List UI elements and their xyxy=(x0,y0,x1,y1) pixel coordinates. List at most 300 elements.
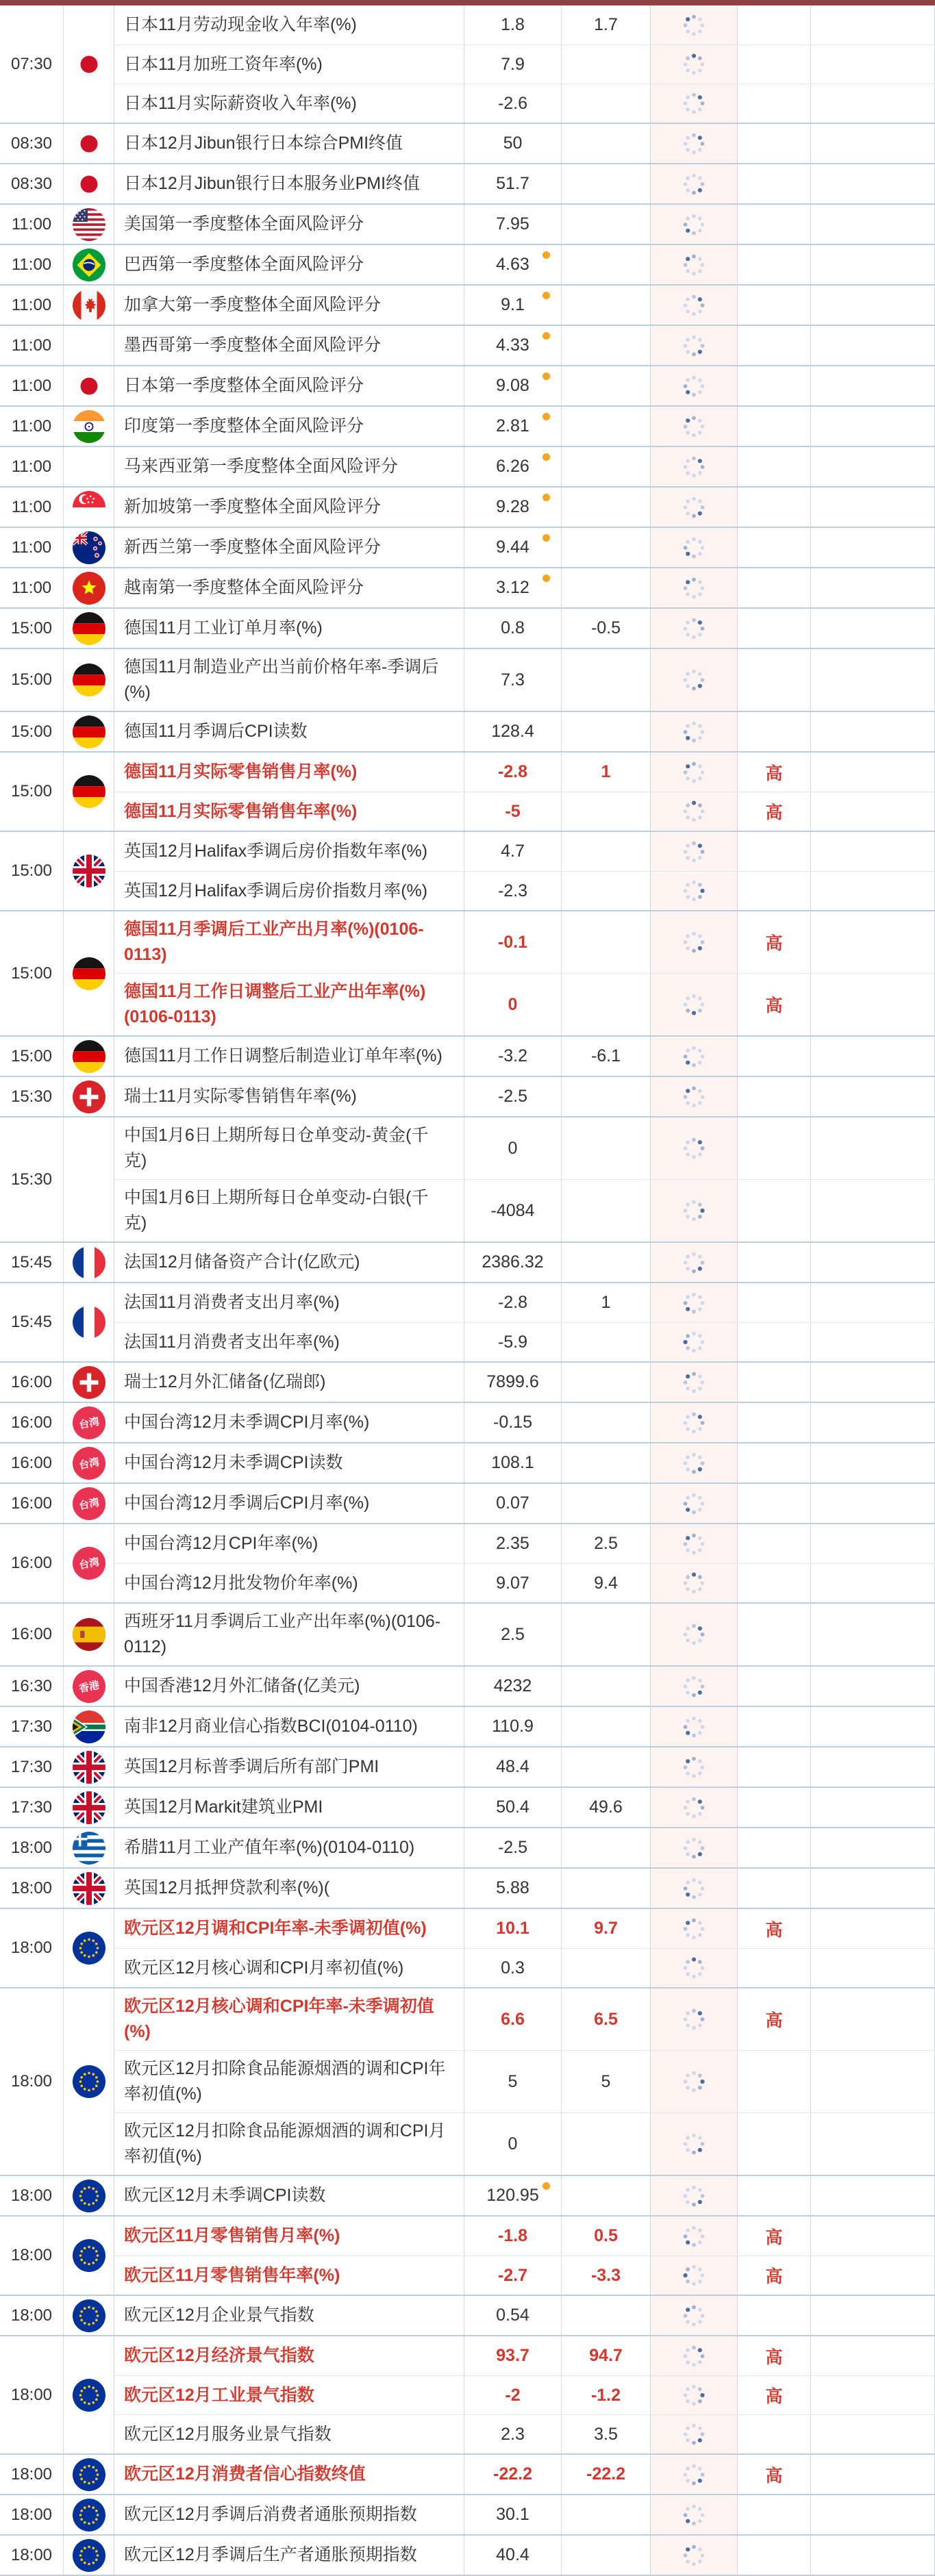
actual-value: 7.95 xyxy=(496,214,529,233)
event-row[interactable] xyxy=(114,407,935,446)
event-group xyxy=(0,1604,935,1667)
event-group xyxy=(0,2176,935,2217)
actual-value: -2.7 xyxy=(497,2265,528,2285)
importance-high-badge: 高 xyxy=(765,763,783,783)
chart-loading-cell xyxy=(651,1988,738,2050)
event-name-cell xyxy=(114,1443,464,1482)
actual-value-cell xyxy=(464,447,562,486)
loading-spinner-icon xyxy=(682,1451,706,1476)
event-group xyxy=(0,326,935,366)
event-row[interactable] xyxy=(114,753,935,792)
chart-loading-cell xyxy=(651,1484,738,1523)
event-row[interactable] xyxy=(114,326,935,365)
empty-cell xyxy=(811,1323,935,1361)
event-name: 英国12月Halifax季调后房价指数月率(%) xyxy=(124,881,428,900)
event-group xyxy=(0,2336,935,2455)
event-name: 英国12月抵押贷款利率(%)( xyxy=(124,1878,330,1897)
flag-canada-icon xyxy=(73,289,105,322)
event-name-cell xyxy=(114,528,464,567)
flag-hongkong-icon xyxy=(73,1670,105,1703)
event-row[interactable] xyxy=(114,792,935,831)
actual-value: 30.1 xyxy=(496,2505,529,2524)
loading-spinner-icon xyxy=(682,1876,706,1901)
actual-value: 0.54 xyxy=(496,2306,529,2325)
event-time: 11:00 xyxy=(0,326,64,365)
event-time: 11:00 xyxy=(0,366,64,405)
event-name: 日本11月实际薪资收入年率(%) xyxy=(124,93,357,113)
event-row[interactable] xyxy=(114,1363,935,1402)
loading-spinner-icon xyxy=(677,2378,712,2413)
event-row[interactable] xyxy=(114,1707,935,1746)
loading-spinner-icon xyxy=(682,720,706,744)
event-row[interactable] xyxy=(114,488,935,527)
event-row[interactable] xyxy=(114,45,935,84)
forecast-value: 9.4 xyxy=(594,1573,618,1593)
event-row[interactable] xyxy=(114,871,935,910)
chart-loading-cell xyxy=(651,326,738,365)
actual-value-cell xyxy=(464,911,562,973)
actual-value: -2.3 xyxy=(497,881,528,900)
actual-value: 0.07 xyxy=(496,1493,529,1513)
event-time: 15:00 xyxy=(0,649,64,711)
empty-cell xyxy=(811,2455,935,2494)
event-row[interactable] xyxy=(114,2112,935,2175)
country-flag-cell xyxy=(64,832,114,910)
event-name-cell xyxy=(114,326,464,365)
forecast-value-cell xyxy=(562,1869,651,1908)
empty-cell xyxy=(811,609,935,648)
event-time: 15:00 xyxy=(0,832,64,910)
event-row[interactable] xyxy=(114,286,935,325)
event-row[interactable] xyxy=(114,1524,935,1563)
actual-value-cell xyxy=(464,2051,562,2112)
empty-cell xyxy=(811,407,935,446)
chart-loading-cell xyxy=(651,1443,738,1482)
event-time: 16:00 xyxy=(0,1524,64,1602)
empty-cell xyxy=(811,2217,935,2256)
chart-loading-cell xyxy=(651,1604,738,1665)
chart-loading-cell xyxy=(651,286,738,325)
event-group xyxy=(0,1869,935,1909)
chart-loading-cell xyxy=(651,911,738,973)
actual-value-cell xyxy=(464,2176,562,2215)
actual-value: 4232 xyxy=(493,1676,532,1695)
actual-value-cell xyxy=(464,366,562,405)
forecast-value-cell xyxy=(562,1283,651,1322)
event-time: 18:00 xyxy=(0,2176,64,2215)
country-flag-cell xyxy=(64,1524,114,1602)
event-row[interactable] xyxy=(114,1828,935,1867)
event-rows xyxy=(114,1117,935,1241)
event-name: 欧元区12月核心调和CPI月率初值(%) xyxy=(124,1958,404,1978)
chart-loading-cell xyxy=(651,1077,738,1116)
forecast-value-cell xyxy=(562,326,651,365)
event-row[interactable] xyxy=(114,1604,935,1665)
event-time: 16:00 xyxy=(0,1604,64,1665)
event-row[interactable] xyxy=(114,1869,935,1908)
chart-loading-cell xyxy=(651,1909,738,1948)
event-name: 德国11月制造业产出当前价格年率-季调后(%) xyxy=(124,657,439,702)
importance-cell xyxy=(738,2051,811,2112)
event-time: 18:00 xyxy=(0,2455,64,2494)
event-rows xyxy=(114,1988,935,2175)
chart-loading-cell xyxy=(651,2051,738,2112)
forecast-value-cell xyxy=(562,1707,651,1746)
actual-value: 0.3 xyxy=(501,1958,525,1978)
forecast-value-cell xyxy=(562,1564,651,1602)
forecast-value-cell xyxy=(562,1909,651,1948)
event-name: 法国12月储备资产合计(亿欧元) xyxy=(124,1252,360,1272)
forecast-value-cell xyxy=(562,609,651,648)
importance-cell xyxy=(738,2256,811,2295)
event-time: 15:45 xyxy=(0,1243,64,1282)
empty-cell xyxy=(811,528,935,567)
chart-loading-cell xyxy=(651,2536,738,2575)
chart-loading-cell xyxy=(651,872,738,910)
country-flag-cell xyxy=(64,2217,114,2295)
country-flag-cell xyxy=(64,1037,114,1076)
event-name-cell xyxy=(114,124,464,163)
event-row[interactable] xyxy=(114,1909,935,1948)
chart-loading-cell xyxy=(651,164,738,203)
country-flag-cell xyxy=(64,2176,114,2215)
event-name-cell xyxy=(114,2217,464,2256)
loading-spinner-icon xyxy=(682,13,706,38)
empty-cell xyxy=(811,1949,935,1987)
event-name: 欧元区12月服务业景气指数 xyxy=(124,2424,332,2444)
forecast-value-cell xyxy=(562,528,651,567)
actual-value-cell xyxy=(464,2256,562,2295)
event-row[interactable] xyxy=(114,2455,935,2494)
event-group xyxy=(0,286,935,326)
actual-value: 50 xyxy=(503,134,523,153)
event-name-cell xyxy=(114,1077,464,1116)
event-name-cell xyxy=(114,2536,464,2575)
event-row[interactable] xyxy=(114,2336,935,2375)
empty-cell xyxy=(811,1604,935,1665)
loading-spinner-icon xyxy=(677,1951,712,1986)
flag-us-icon xyxy=(73,208,105,241)
flag-vietnam-icon xyxy=(73,572,105,605)
event-row[interactable] xyxy=(114,2495,935,2534)
loading-spinner-icon xyxy=(682,1250,706,1275)
event-group xyxy=(0,712,935,753)
event-time: 17:30 xyxy=(0,1747,64,1786)
actual-value: -5 xyxy=(505,801,521,821)
actual-value-cell xyxy=(464,1988,562,2050)
event-row[interactable] xyxy=(114,366,935,405)
forecast-value: 1 xyxy=(601,762,611,781)
event-row[interactable] xyxy=(114,1788,935,1827)
forecast-value: 3.5 xyxy=(594,2424,618,2444)
event-row[interactable] xyxy=(114,568,935,607)
event-group xyxy=(0,447,935,488)
country-flag-cell xyxy=(64,286,114,325)
actual-value: -2.6 xyxy=(497,93,528,113)
event-row[interactable] xyxy=(114,1179,935,1241)
event-row[interactable] xyxy=(114,832,935,871)
chart-loading-cell xyxy=(651,974,738,1035)
event-group xyxy=(0,609,935,649)
forecast-value: -0.5 xyxy=(590,618,621,637)
event-rows xyxy=(114,1667,935,1706)
event-row[interactable] xyxy=(114,5,935,45)
importance-high-badge: 高 xyxy=(765,996,783,1015)
importance-cell xyxy=(738,164,811,203)
empty-cell xyxy=(811,1747,935,1786)
loading-spinner-icon xyxy=(682,212,706,237)
event-row[interactable] xyxy=(114,973,935,1035)
actual-value: 1.8 xyxy=(501,15,525,34)
forecast-value-cell xyxy=(562,2415,651,2453)
event-row[interactable] xyxy=(114,2256,935,2295)
event-name: 美国第一季度整体全面风险评分 xyxy=(124,214,364,233)
event-name-cell xyxy=(114,1363,464,1402)
importance-cell xyxy=(738,753,811,792)
event-row[interactable] xyxy=(114,1283,935,1322)
loading-spinner-icon xyxy=(682,1491,706,1516)
country-flag-cell xyxy=(64,1788,114,1827)
event-row[interactable] xyxy=(114,649,935,711)
chart-loading-cell xyxy=(651,1564,738,1602)
forecast-value-cell xyxy=(562,1484,651,1523)
importance-cell xyxy=(738,1077,811,1116)
event-row[interactable] xyxy=(114,1563,935,1602)
event-row[interactable] xyxy=(114,1037,935,1076)
chart-loading-cell xyxy=(651,2217,738,2256)
event-row[interactable] xyxy=(114,2375,935,2414)
actual-value: 128.4 xyxy=(491,722,534,741)
loading-spinner-icon xyxy=(682,1795,706,1820)
chart-loading-cell xyxy=(651,245,738,284)
loading-spinner-icon xyxy=(682,668,706,692)
event-row[interactable] xyxy=(114,2176,935,2215)
event-row[interactable] xyxy=(114,2296,935,2335)
empty-cell xyxy=(811,2336,935,2375)
actual-value-cell xyxy=(464,2217,562,2256)
chart-loading-cell xyxy=(651,84,738,123)
event-name-cell xyxy=(114,84,464,123)
country-flag-cell xyxy=(64,649,114,711)
event-group xyxy=(0,1909,935,1988)
actual-value: 9.28 xyxy=(496,497,529,516)
svg-text:台湾: 台湾 xyxy=(77,1415,101,1431)
event-row[interactable] xyxy=(114,124,935,163)
actual-value: 9.44 xyxy=(496,538,529,557)
flag-taiwan-icon xyxy=(73,1406,105,1439)
event-name-cell xyxy=(114,2176,464,2215)
empty-cell xyxy=(811,792,935,831)
actual-value: -22.2 xyxy=(493,2464,532,2484)
event-row[interactable] xyxy=(114,205,935,244)
event-name-cell xyxy=(114,649,464,711)
actual-value-cell xyxy=(464,1667,562,1706)
importance-cell xyxy=(738,245,811,284)
event-name: 德国11月实际零售销售月率(%) xyxy=(124,762,358,781)
actual-value-cell xyxy=(464,2415,562,2453)
event-name-cell xyxy=(114,753,464,792)
actual-value: -5.9 xyxy=(497,1332,528,1352)
importance-cell xyxy=(738,1707,811,1746)
loading-spinner-icon xyxy=(682,535,706,560)
actual-value: 6.6 xyxy=(501,2009,525,2029)
empty-cell xyxy=(811,649,935,711)
forecast-value-cell xyxy=(562,45,651,84)
event-name-cell xyxy=(114,1869,464,1908)
event-row[interactable] xyxy=(114,1077,935,1116)
event-name: 英国12月Markit建筑业PMI xyxy=(124,1797,323,1817)
event-name: 中国台湾12月批发物价年率(%) xyxy=(124,1573,358,1593)
event-name: 欧元区12月经济景气指数 xyxy=(124,2346,314,2365)
event-row[interactable] xyxy=(114,911,935,973)
forecast-value: 1.7 xyxy=(594,15,618,34)
forecast-value-cell xyxy=(562,286,651,325)
loading-spinner-icon xyxy=(682,1715,706,1739)
event-group xyxy=(0,1037,935,1077)
empty-cell xyxy=(811,84,935,123)
importance-cell xyxy=(738,1564,811,1602)
event-rows xyxy=(114,326,935,365)
loading-spinner-icon xyxy=(677,1325,712,1360)
loading-spinner-icon xyxy=(682,333,706,358)
actual-value-cell xyxy=(464,1909,562,1948)
event-row[interactable] xyxy=(114,164,935,203)
forecast-value-cell xyxy=(562,366,651,405)
event-time: 15:45 xyxy=(0,1283,64,1361)
chart-loading-cell xyxy=(651,407,738,446)
importance-cell xyxy=(738,2495,811,2534)
event-name: 中国1月6日上期所每日仓单变动-黄金(千克) xyxy=(124,1126,429,1170)
event-name: 中国1月6日上期所每日仓单变动-白银(千克) xyxy=(124,1188,429,1233)
event-time: 18:00 xyxy=(0,2536,64,2575)
event-rows xyxy=(114,832,935,910)
event-rows xyxy=(114,1524,935,1602)
forecast-value-cell xyxy=(562,205,651,244)
event-time: 15:00 xyxy=(0,712,64,751)
event-row[interactable] xyxy=(114,2050,935,2112)
event-time: 11:00 xyxy=(0,286,64,325)
chart-loading-cell xyxy=(651,2376,738,2414)
loading-spinner-icon xyxy=(682,616,706,641)
importance-cell xyxy=(738,1524,811,1563)
importance-cell xyxy=(738,1443,811,1482)
event-row[interactable] xyxy=(114,447,935,486)
importance-cell xyxy=(738,1828,811,1867)
event-rows xyxy=(114,1077,935,1116)
event-time: 16:00 xyxy=(0,1443,64,1482)
revision-dot-icon xyxy=(543,251,550,259)
event-row[interactable] xyxy=(114,1117,935,1179)
event-row[interactable] xyxy=(114,1988,935,2050)
actual-value-cell xyxy=(464,792,562,831)
loading-spinner-icon xyxy=(677,794,712,829)
event-row[interactable] xyxy=(114,609,935,648)
event-row[interactable] xyxy=(114,2536,935,2575)
importance-cell xyxy=(738,528,811,567)
chart-loading-cell xyxy=(651,1707,738,1746)
actual-value-cell xyxy=(464,2296,562,2335)
empty-cell xyxy=(811,872,935,910)
forecast-value-cell xyxy=(562,84,651,123)
importance-cell xyxy=(738,1988,811,2050)
event-row[interactable] xyxy=(114,245,935,284)
country-flag-cell xyxy=(64,1283,114,1361)
event-name: 德国11月工作日调整后工业产出年率(%)(0106-0113) xyxy=(124,982,426,1026)
event-row[interactable] xyxy=(114,1322,935,1361)
forecast-value-cell xyxy=(562,2176,651,2215)
loading-spinner-icon xyxy=(682,1836,706,1860)
event-name-cell xyxy=(114,1564,464,1602)
event-name: 中国台湾12月季调后CPI月率(%) xyxy=(124,1493,370,1513)
event-row[interactable] xyxy=(114,1243,935,1282)
event-name: 欧元区12月核心调和CPI年率-未季调初值(%) xyxy=(124,1997,434,2041)
actual-value: 9.1 xyxy=(501,295,525,314)
event-rows xyxy=(114,205,935,244)
actual-value-cell xyxy=(464,1443,562,1482)
event-rows xyxy=(114,2217,935,2295)
event-rows xyxy=(114,2296,935,2335)
event-name: 欧元区12月季调后生产者通胀预期指数 xyxy=(124,2545,417,2564)
event-row[interactable] xyxy=(114,1403,935,1442)
event-row[interactable] xyxy=(114,712,935,751)
event-row[interactable] xyxy=(114,84,935,123)
event-rows xyxy=(114,1828,935,1867)
event-row[interactable] xyxy=(114,1484,935,1523)
country-flag-cell xyxy=(64,753,114,831)
forecast-value-cell xyxy=(562,1243,651,1282)
event-group xyxy=(0,1747,935,1788)
actual-value: 2.35 xyxy=(496,1534,529,1553)
event-row[interactable] xyxy=(114,2217,935,2256)
event-rows xyxy=(114,164,935,203)
event-name-cell xyxy=(114,792,464,831)
actual-value-cell xyxy=(464,528,562,567)
event-row[interactable] xyxy=(114,1443,935,1482)
importance-high-badge: 高 xyxy=(765,934,783,953)
revision-dot-icon xyxy=(543,2182,550,2190)
forecast-value-cell xyxy=(562,2256,651,2295)
event-row[interactable] xyxy=(114,1948,935,1987)
event-name: 中国香港12月外汇储备(亿美元) xyxy=(124,1676,360,1695)
event-row[interactable] xyxy=(114,2414,935,2453)
event-rows xyxy=(114,2495,935,2534)
event-name-cell xyxy=(114,407,464,446)
actual-value: 2.3 xyxy=(501,2424,525,2444)
importance-cell xyxy=(738,2415,811,2453)
actual-value: 4.63 xyxy=(496,255,529,274)
empty-cell xyxy=(811,568,935,607)
event-group xyxy=(0,1117,935,1243)
country-flag-cell xyxy=(64,1363,114,1402)
actual-value-cell xyxy=(464,2536,562,2575)
event-row[interactable] xyxy=(114,528,935,567)
event-row[interactable] xyxy=(114,1667,935,1706)
event-rows xyxy=(114,407,935,446)
empty-cell xyxy=(811,326,935,365)
event-row[interactable] xyxy=(114,1747,935,1786)
empty-cell xyxy=(811,286,935,325)
importance-high-badge: 高 xyxy=(765,803,783,822)
loading-spinner-icon xyxy=(682,91,706,116)
event-name-cell xyxy=(114,1403,464,1442)
importance-cell xyxy=(738,2336,811,2375)
empty-cell xyxy=(811,1828,935,1867)
event-name: 德国11月季调后CPI读数 xyxy=(124,722,308,741)
forecast-value-cell xyxy=(562,245,651,284)
loading-spinner-icon xyxy=(677,987,712,1022)
event-group xyxy=(0,649,935,712)
importance-cell xyxy=(738,1604,811,1665)
